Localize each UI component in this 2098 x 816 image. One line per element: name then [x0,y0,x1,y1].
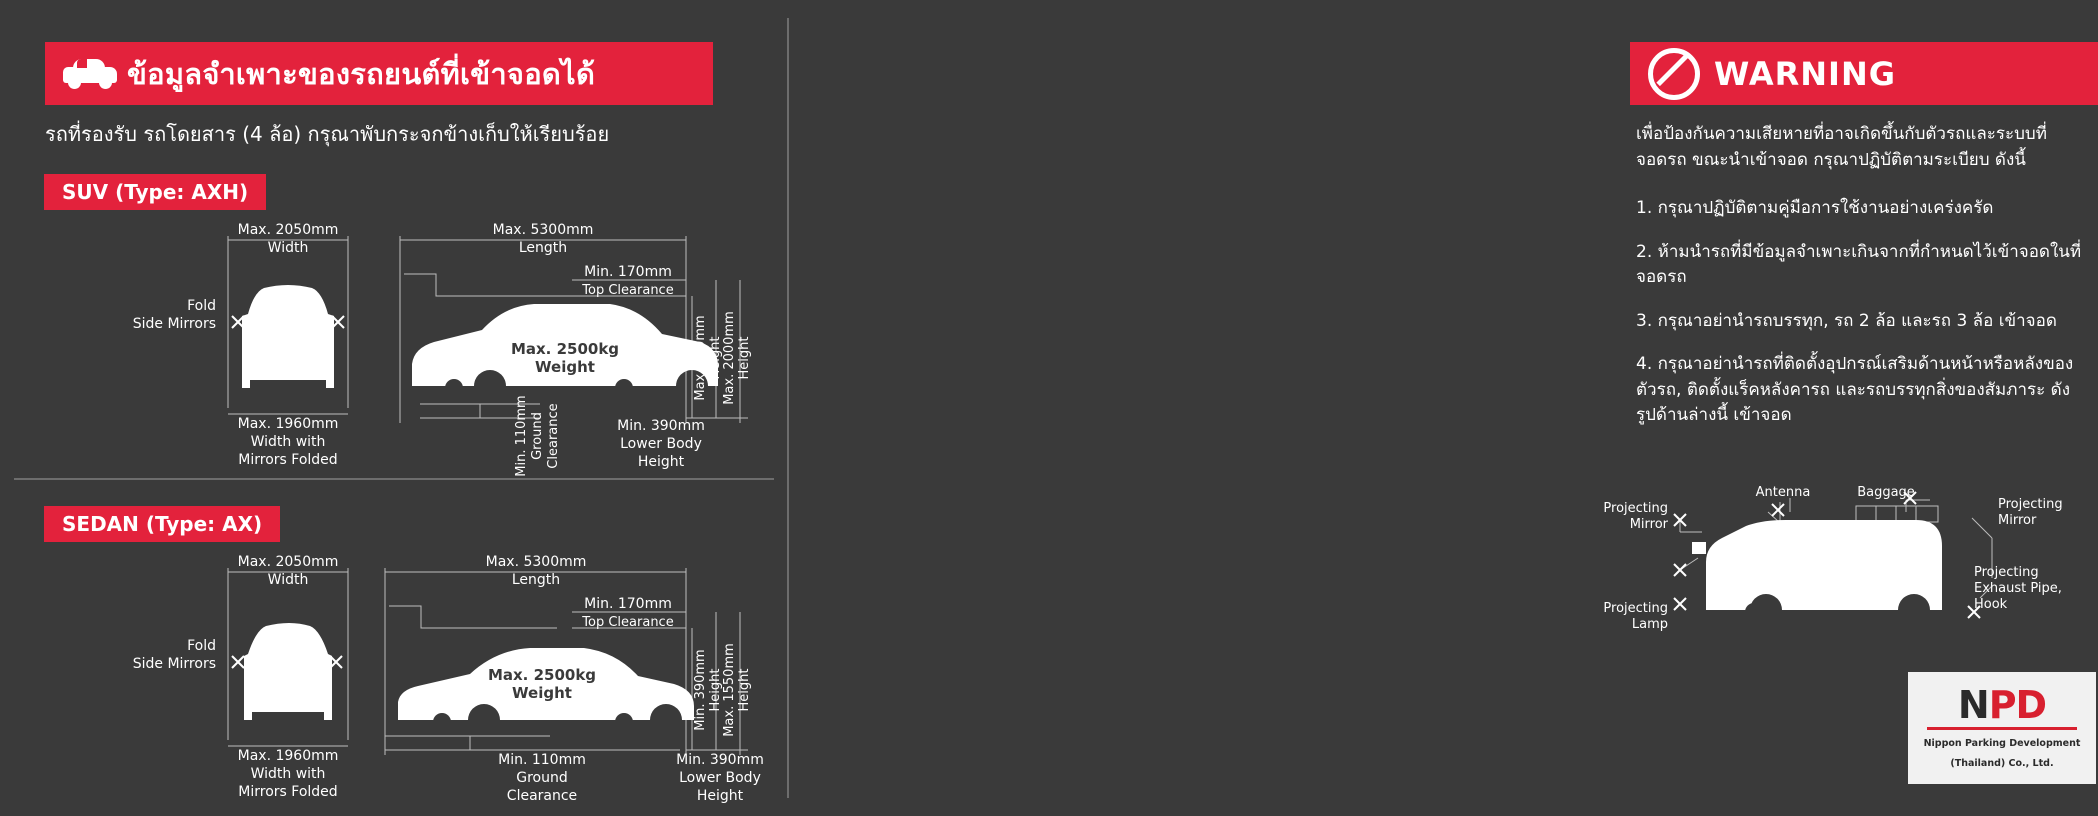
sedan-front-folded-value: Max. 1960mm [237,748,339,764]
warning-item-1: 1. กรุณาปฏิบัติตามคู่มือการใช้งานอย่างเคร่งครัด [1636,198,1994,218]
logo-wordmark [1957,683,2047,728]
suv-lower-body-label-1: Lower Body [620,436,702,452]
suv-weight-value: Max. 2500kg [510,340,620,358]
logo-underline [1927,727,2077,730]
car-icon [63,59,117,89]
suv-front-folded-value: Max. 1960mm [237,416,339,432]
section-tag-suv: SUV (Type: AXH) [44,174,266,210]
suv-length-label: Length [518,240,568,256]
right-column [800,0,2082,816]
horizontal-divider [14,478,774,480]
label-exhaust-1: Projecting [1974,565,2039,580]
suv-weight-label: Weight [535,358,595,376]
sedan-height-inner-label: Height [708,668,723,712]
logo-word-n: N [1957,683,1989,728]
label-projecting-mirror-right-2: Mirror [1998,513,2037,528]
sedan-height-outer-value: Max. 1550mm [722,643,737,737]
section-tag-sedan: SEDAN (Type: AX) [44,506,280,542]
suv-ground-label-1: Ground [530,412,545,460]
suv-ground-value: Min. 110mm [514,395,529,477]
left-title-text: ข้อมูลจำเพาะของรถยนต์ที่เข้าจอดได้ [127,56,596,91]
logo-subtitle-1: Nippon Parking Development [1923,738,2081,750]
sedan-fold-label-2: Side Mirrors [132,656,216,672]
suv-height-inner-label: Height [708,336,723,380]
sedan-lower-body-label-1: Lower Body [679,770,761,786]
warning-item-4: 4. กรุณาอย่านำรถที่ติดตั้งอุปกรณ์เสริมด้านหน้าหรือหลังของตัวรถ, ติดตั้งแร็คหลังคารถ และรถบรรทุกสิ่งของสัมภาระ ดังรูปด้านล่างนี้ เข้าจอด [1636,354,2074,425]
sedan-length-value: Max. 5300mm [485,554,587,570]
suv-ground-label-2: Clearance [546,403,561,469]
label-projecting-mirror-left-2: Mirror [1629,517,1668,532]
label-exhaust-3: Hook [1974,597,2008,612]
sedan-weight-label: Weight [512,684,572,702]
label-antenna: Antenna [1755,485,1811,500]
logo-subtitle-2: (Thailand) Co., Ltd. [1950,758,2054,769]
sedan-lower-body-value: Min. 390mm [676,752,764,768]
sedan-front-folded-label-1: Width with [250,766,326,782]
suv-front-folded-label-1: Width with [250,434,326,450]
suv-front-width-label: Width [267,240,309,256]
left-subtitle: รถที่รองรับ รถโดยสาร (4 ล้อ) กรุณาพับกระจกข้างเก็บให้เรียบร้อย [45,122,610,146]
label-exhaust-2: Exhaust Pipe, [1974,581,2062,596]
suv-top-clearance-value: Min. 170mm [584,264,672,280]
suv-lower-body-value: Min. 390mm [617,418,705,434]
sedan-front-folded-label-2: Mirrors Folded [238,784,338,800]
sedan-front-width-label: Width [267,572,309,588]
warning-item-2: 2. ห้ามนำรถที่มีข้อมูลจำเพาะเกินจากที่กำหนดไว้เข้าจอดในที่จอดรถ [1636,241,2082,287]
suv-height-outer-label: Height [737,336,752,380]
suv-height-outer-value: Max. 2000mm [722,311,737,405]
sedan-ground-label-1: Ground [516,770,568,786]
label-projecting-mirror-right-1: Projecting [1998,497,2063,512]
sedan-diagram [120,550,790,810]
suv-lower-body-label-2: Height [637,454,685,470]
sedan-lower-body-label-2: Height [696,788,744,804]
sedan-front-width-value: Max. 2050mm [237,554,339,570]
sedan-height-inner-value: Min. 390mm [693,649,708,731]
suv-top-clearance-label: Top Clearance [582,283,674,298]
sedan-ground-label-2: Clearance [506,788,578,804]
sedan-ground-value: Min. 110mm [498,752,586,768]
sedan-weight-value: Max. 2500kg [487,666,597,684]
sedan-length-label: Length [511,572,561,588]
suv-fold-label-1: Fold [187,298,216,314]
warning-item-3: 3. กรุณาอย่านำรถบรรทุก, รถ 2 ล้อ และรถ 3 ล้อ เข้าจอด [1636,310,2057,331]
left-title-bar [45,42,713,105]
left-column [0,0,787,816]
vertical-divider [787,18,789,798]
logo-word-pd: PD [1988,683,2047,728]
label-projecting-mirror-left-1: Projecting [1603,501,1668,516]
suv-length-value: Max. 5300mm [492,222,594,238]
label-projecting-lamp-1: Projecting [1603,601,1668,616]
label-baggage: Baggage [1857,485,1915,500]
suv-front-folded-label-2: Mirrors Folded [238,452,338,468]
suv-height-inner-value: Max. 200mm [693,315,708,401]
warning-intro: เพื่อป้องกันความเสียหายที่อาจเกิดขึ้นกับตัวรถและระบบที่จอดรถ ขณะนำเข้าจอด กรุณาปฏิบัติตามระเบียบ ดังนี้ [1636,124,2047,170]
warning-title-bar [1630,42,2098,105]
suv-fold-label-2: Side Mirrors [132,316,216,332]
suv-diagram [120,218,790,478]
warning-title-text: WARNING [1714,54,1896,93]
company-logo [1908,672,2096,784]
sedan-fold-label-1: Fold [187,638,216,654]
warning-van-diagram [1603,480,2063,650]
suv-front-width-value: Max. 2050mm [237,222,339,238]
sedan-top-clearance-value: Min. 170mm [584,596,672,612]
sedan-height-outer-label: Height [737,668,752,712]
label-projecting-lamp-2: Lamp [1631,617,1668,632]
no-entry-icon [1648,48,1700,100]
sedan-top-clearance-label: Top Clearance [582,615,674,630]
warning-list [1636,196,2086,447]
